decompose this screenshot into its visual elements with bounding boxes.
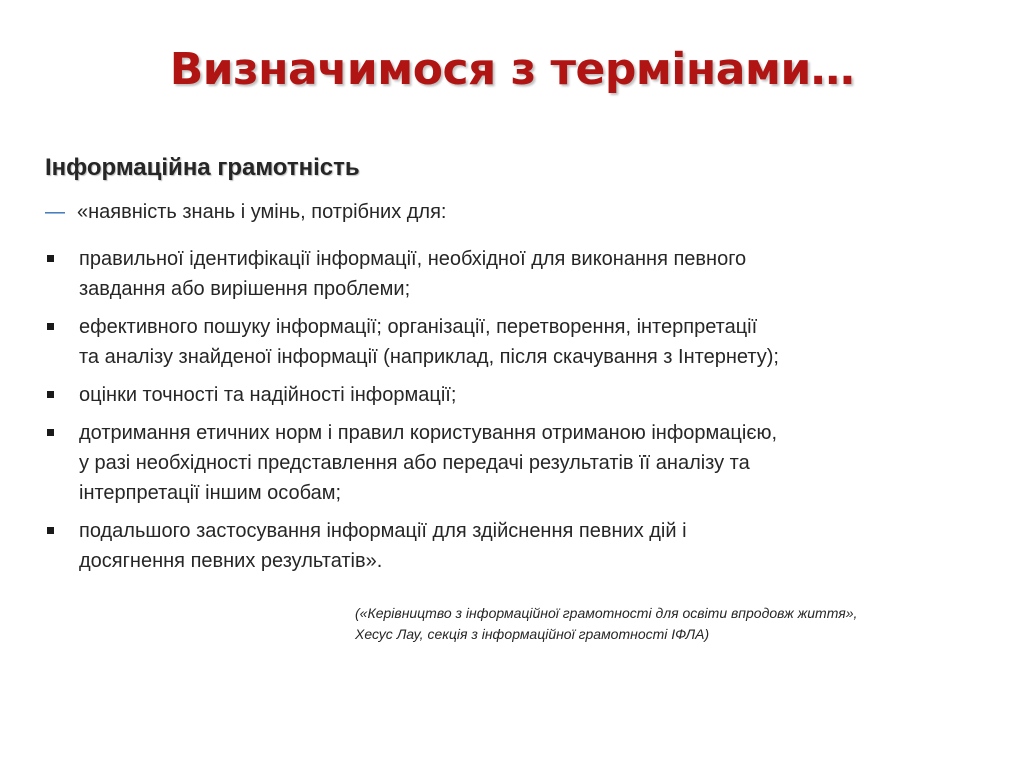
list-item bbox=[45, 312, 985, 372]
square-bullet-icon bbox=[47, 527, 54, 534]
list-item bbox=[45, 380, 985, 410]
square-bullet-icon bbox=[47, 391, 54, 398]
square-bullet-icon bbox=[47, 255, 54, 262]
list-item bbox=[45, 244, 985, 304]
list-item bbox=[45, 418, 985, 508]
citation-line: («Керівництво з інформаційної грамотності для освіти впродовж життя», bbox=[355, 605, 858, 621]
bullet-line: дотримання етичних норм і правил користування отриманою інформацією, bbox=[79, 422, 778, 444]
slide-subtitle: Інформаційна грамотність bbox=[45, 154, 360, 181]
list-item bbox=[45, 516, 985, 576]
citation bbox=[355, 603, 857, 645]
bullet-line: та аналізу знайденої інформації (наприклад, після скачування з Інтернету); bbox=[79, 346, 779, 368]
bullet-line: досягнення певних результатів». bbox=[79, 550, 383, 572]
bullet-line: правильної ідентифікації інформації, необхідної для виконання певного bbox=[79, 248, 747, 270]
definition-text: «наявність знань і умінь, потрібних для: bbox=[77, 201, 447, 223]
bullet-line: інтерпретації іншим особам; bbox=[79, 482, 342, 504]
dash-icon: — bbox=[45, 201, 65, 223]
bullet-line: у разі необхідності представлення або передачі результатів її аналізу та bbox=[79, 452, 750, 474]
bullet-line: ефективного пошуку інформації; організації, перетворення, інтерпретації bbox=[79, 316, 758, 338]
bullet-list bbox=[45, 244, 985, 584]
citation-line: Хесус Лау, секція з інформаційної грамотності ІФЛА) bbox=[355, 626, 710, 642]
definition-intro bbox=[45, 198, 446, 226]
square-bullet-icon bbox=[47, 323, 54, 330]
square-bullet-icon bbox=[47, 429, 54, 436]
bullet-line: оцінки точності та надійності інформації; bbox=[79, 384, 457, 406]
bullet-line: завдання або вирішення проблеми; bbox=[79, 278, 411, 300]
bullet-line: подальшого застосування інформації для здійснення певних дій і bbox=[79, 520, 687, 542]
slide-title: Визначимося з термінами… bbox=[169, 44, 855, 95]
